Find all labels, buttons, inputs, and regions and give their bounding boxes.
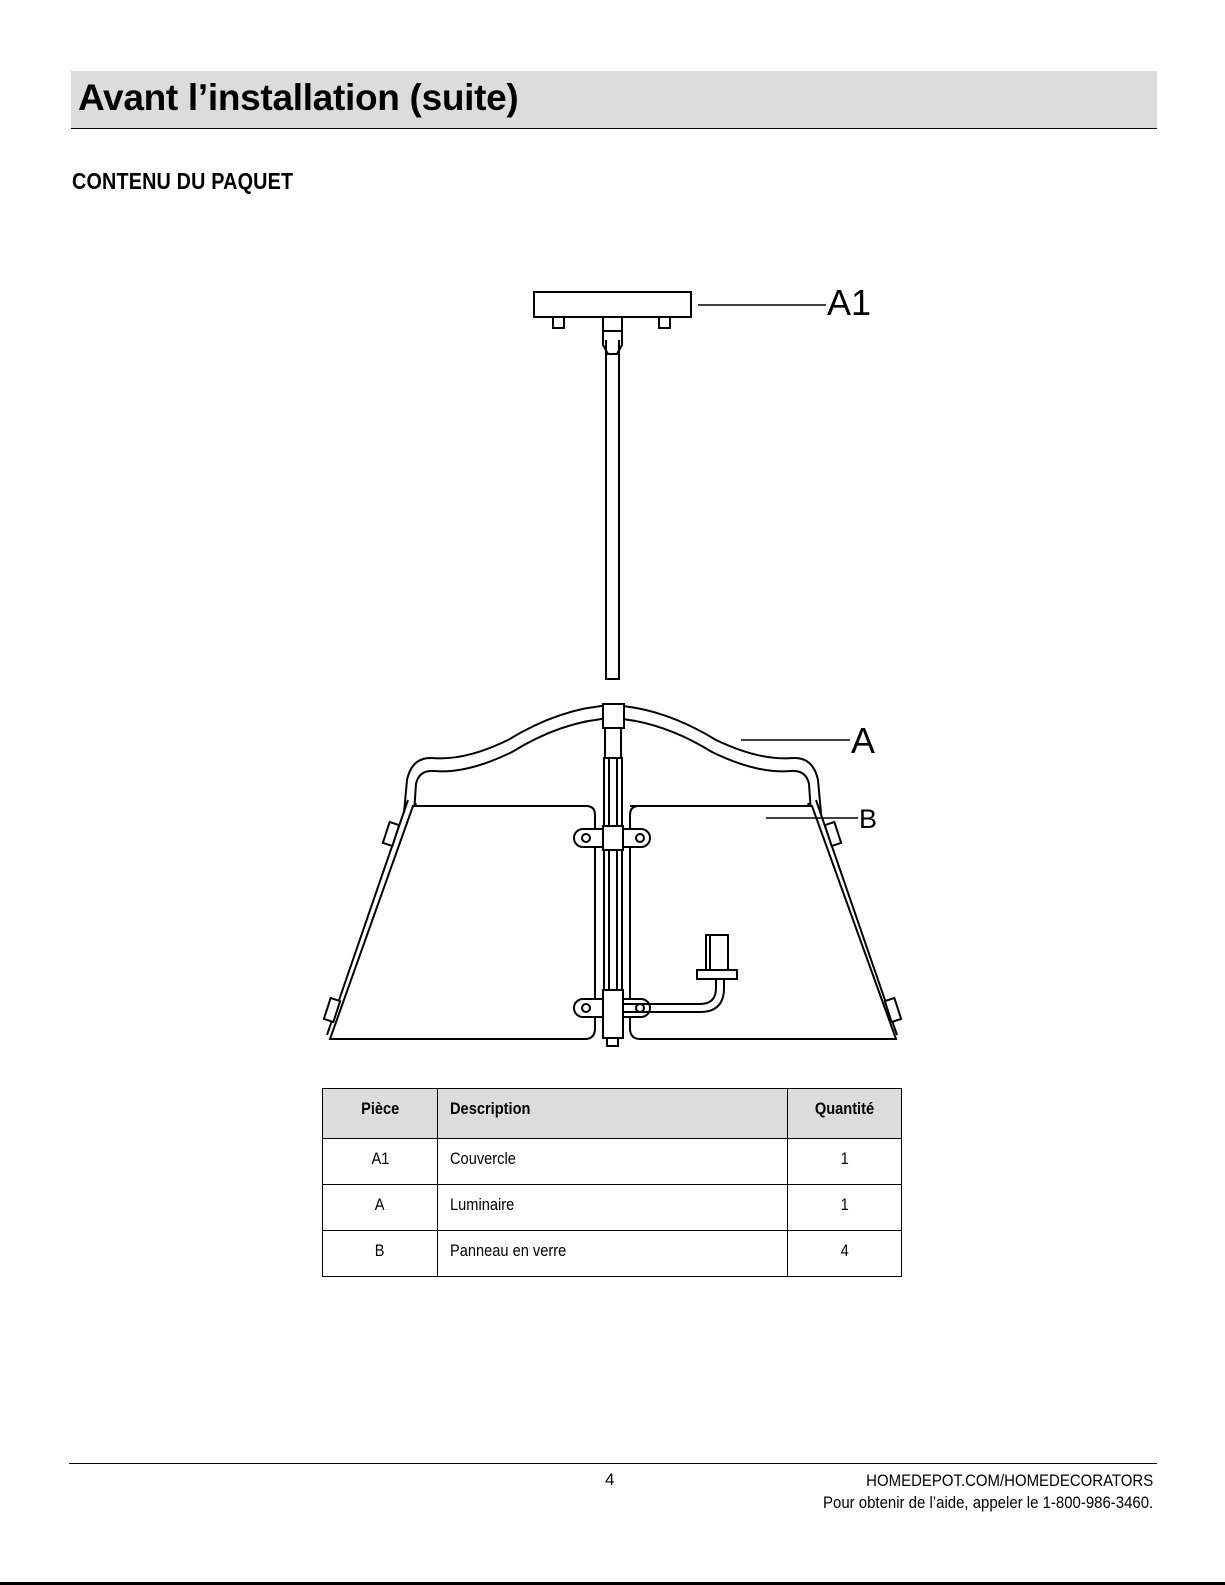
cell-quantity: 1 (788, 1185, 902, 1231)
page-title: Avant l’installation (suite) (78, 77, 519, 118)
canopy-screw-right (659, 317, 670, 328)
page-number: 4 (605, 1470, 615, 1489)
cell-description: Luminaire (438, 1185, 788, 1231)
callout-a1: A1 (827, 282, 872, 323)
callout-a: A (851, 720, 876, 761)
parts-table (322, 1088, 902, 1277)
header-description: Description (438, 1089, 788, 1139)
section-heading: CONTENU DU PAQUET (72, 168, 294, 194)
cell-description: Couvercle (438, 1139, 788, 1185)
footer-help-text: Pour obtenir de l’aide, appeler le 1-800-986-3460. (822, 1493, 1153, 1512)
cell-piece: A (323, 1185, 438, 1231)
table-row (323, 1231, 902, 1277)
cell-piece: B (323, 1231, 438, 1277)
table-row (323, 1139, 902, 1185)
cell-quantity: 1 (788, 1139, 902, 1185)
footer-website[interactable]: HOMEDEPOT.COM/HOMEDECORATORS (865, 1471, 1153, 1490)
header-piece: Pièce (323, 1089, 438, 1139)
down-rod (606, 354, 619, 679)
canopy-plate (534, 292, 691, 317)
cell-quantity: 4 (788, 1231, 902, 1277)
footer-divider (69, 1463, 1157, 1464)
glass-panel-left (330, 806, 595, 1039)
cell-piece: A1 (323, 1139, 438, 1185)
table-row (323, 1185, 902, 1231)
canopy-screw-left (553, 317, 564, 328)
callout-b: B (859, 804, 878, 834)
header-quantity: Quantité (788, 1089, 902, 1139)
cell-description: Panneau en verre (438, 1231, 788, 1277)
table-header-row (323, 1089, 902, 1139)
footer-contact (778, 1470, 1153, 1514)
